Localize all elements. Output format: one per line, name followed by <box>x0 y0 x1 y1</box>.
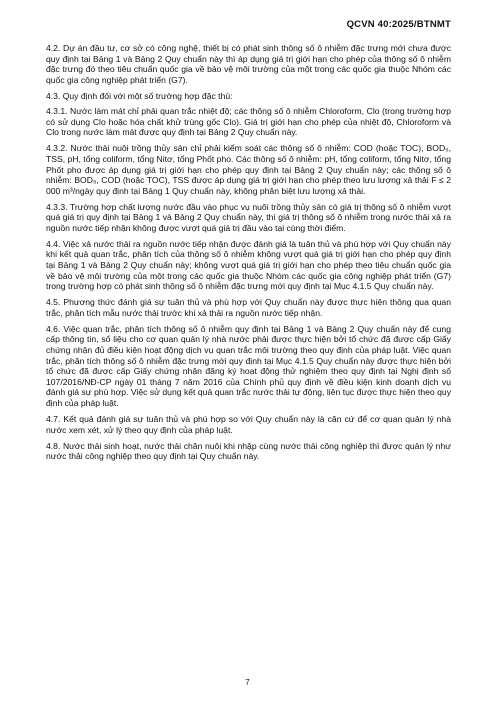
page-number: 7 <box>245 678 250 687</box>
paragraph-4-3: 4.3. Quy định đối với một số trường hợp đặc thù: <box>46 90 233 101</box>
paragraph-4-2: 4.2. Dự án đầu tư, cơ sở có công nghệ, thiết bị có phát sinh thông số ô nhiễm đặc trưng mới chưa được quy định tại Bảng 1 và Bảng 2 Quy chuẩn này thì áp dụng giá trị giới hạn cho phép của thông số ô nhiễm đặc trưng đó theo tiêu chuẩn quốc gia về bảo vệ môi trường của một trong các quốc gia thuộc Nhóm các quốc gia công nghiệp phát triển (G7). <box>46 43 451 85</box>
paragraph-4-3-2: 4.3.2. Nước thải nuôi trồng thủy sản chỉ phải kiểm soát các thông số ô nhiễm: COD (hoặc TOC), BOD₅, TSS, pH, tổng coliform, tổng Nitơ, tổng Phốt pho. Các thông số ô nhiễm: pH, tổng coliform, tổng Nitơ, tổng Phốt pho được áp dụng giá trị giới hạn cho phép quy định tại Bảng 2 Quy chuẩn này; các thông số ô nhiễm: BOD₅, COD (hoặc TOC), TSS được áp dụng giá trị giới hạn cho phép theo lưu lượng xả thải F ≤ 2 000 m³/ngày quy định tại Bảng 1 Quy chuẩn này, không phân biệt lưu lượng xả thải. <box>46 143 451 196</box>
paragraph-4-3-1: 4.3.1. Nước làm mát chỉ phải quan trắc nhiệt độ; các thông số ô nhiễm Chloroform, Clo (trong trường hợp có sử dụng Clo hoặc hóa chất khử trùng gốc Clo). Giá trị giới hạn cho phép của nhiệt độ, Chloroform và Clo trong nước làm mát được quy định tại Bảng 2 Quy chuẩn này. <box>46 106 451 138</box>
paragraph-4-4: 4.4. Việc xả nước thải ra nguồn nước tiếp nhận được đánh giá là tuân thủ và phù hợp với Quy chuẩn này khi kết quả quan trắc, phân tích của thông số ô nhiễm không vượt quá giá trị giới hạn cho phép quy định tại Bảng 1 và Bảng 2 Quy chuẩn này; không vượt quá giá trị giới hạn cho phép theo tiêu chuẩn quốc gia về bảo vệ môi trường của một trong các quốc gia thuộc Nhóm các quốc gia công nghiệp phát triển (G7) trong trường hợp có phát sinh thông số ô nhiễm đặc trưng mới quy định tại Mục 4.1.5 Quy chuẩn này. <box>46 238 451 292</box>
paragraph-4-6: 4.6. Việc quan trắc, phân tích thông số ô nhiễm quy định tại Bảng 1 và Bảng 2 Quy chuẩn này để cung cấp thông tin, số liệu cho cơ quan quản lý nhà nước phải được thực hiện bởi tổ chức đã được cấp Giấy chứng nhận đủ điều kiện hoạt động dịch vụ quan trắc môi trường theo quy định của pháp luật. Việc quan trắc, phân tích thông số ô nhiễm đặc trưng mới quy định tại Mục 4.1.5 Quy chuẩn này được thực hiện bởi tổ chức đã được cấp Giấy chứng nhận đăng ký hoạt động thử nghiệm theo quy định tại Nghị định số 107/2016/NĐ-CP ngày 01 tháng 7 năm 2016 của Chính phủ quy định về điều kiện kinh doanh dịch vụ đánh giá sự phù hợp. Việc sử dụng kết quả quan trắc nước thải tự động, liên tục được thực hiện theo quy định của pháp luật. <box>46 323 451 408</box>
standard-code: QCVN 40:2025/BTNMT <box>346 19 451 30</box>
paragraph-4-3-3: 4.3.3. Trường hợp chất lượng nước đầu vào phục vụ nuôi trồng thủy sản có giá trị thông số ô nhiễm vượt quá giá trị quy định tại Bảng 1 và Bảng 2 Quy chuẩn này, thì giá trị thông số ô nhiễm trong nước thải xả ra nguồn nước tiếp nhận không được vượt quá giá trị đầu vào tại cùng thời điểm. <box>46 201 451 233</box>
paragraph-4-7: 4.7. Kết quả đánh giá sự tuân thủ và phù hợp so với Quy chuẩn này là căn cứ để cơ quan quản lý nhà nước xem xét, xử lý theo quy định của pháp luật. <box>46 413 451 435</box>
paragraph-4-8: 4.8. Nước thải sinh hoạt, nước thải chăn nuôi khi nhập cùng nước thải công nghiệp thì được quản lý như nước thải công nghiệp theo quy định tại Quy chuẩn này. <box>46 440 451 462</box>
paragraph-4-5: 4.5. Phương thức đánh giá sự tuân thủ và phù hợp với Quy chuẩn này được thực hiện thông qua quan trắc, phân tích mẫu nước thải trước khi xả thải ra nguồn nước tiếp nhận. <box>46 297 451 318</box>
body-text <box>46 43 451 467</box>
